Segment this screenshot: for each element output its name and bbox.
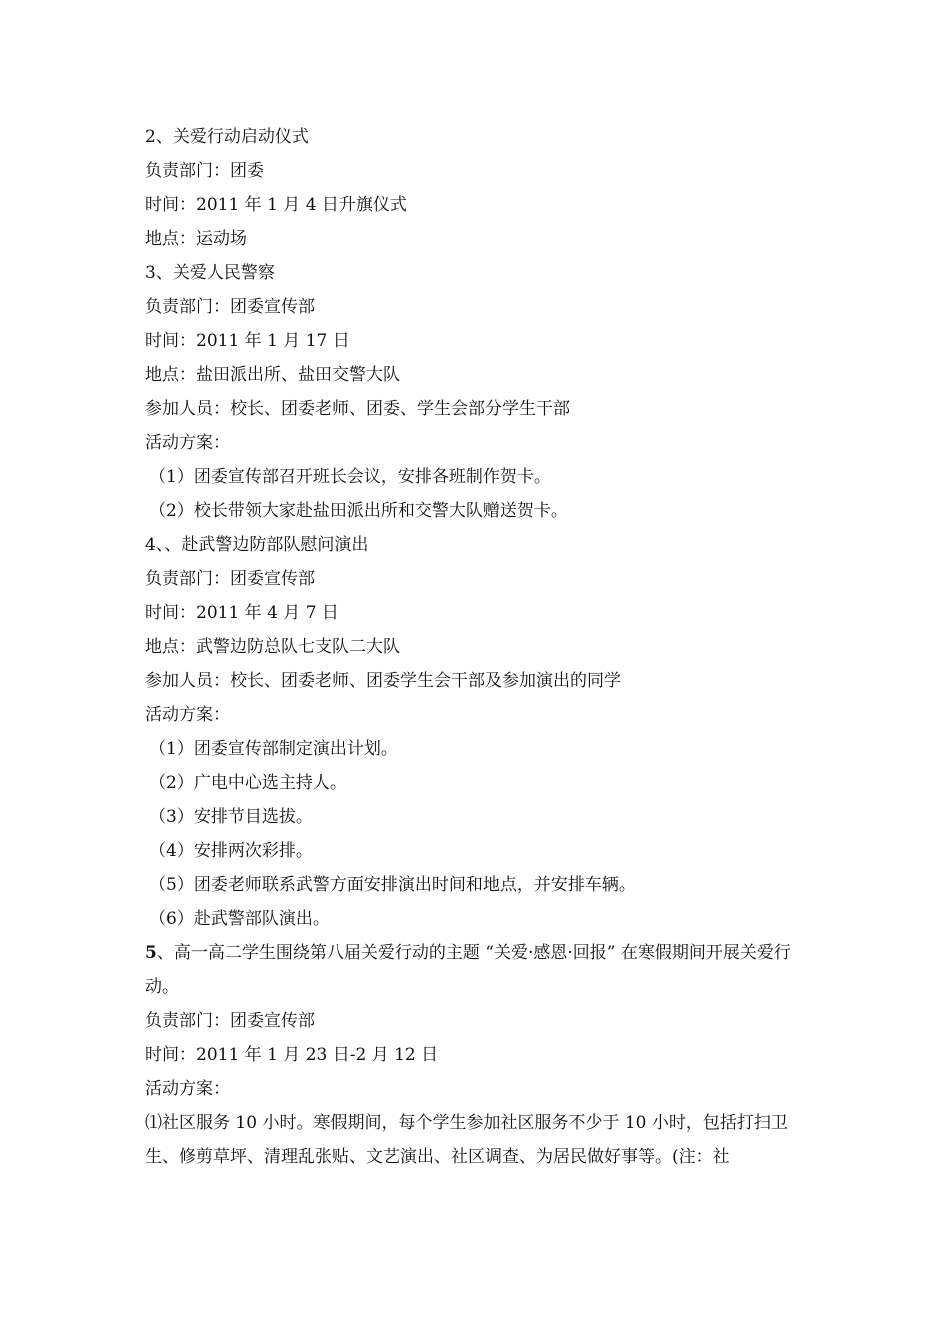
section-3-participants: 参加人员：校长、团委老师、团委、学生会部分学生干部 — [145, 399, 570, 419]
section-4-step-1: （1）团委宣传部制定演出计划。 — [149, 739, 398, 759]
section-3-heading: 3、关爱人民警察 — [145, 263, 275, 283]
document-body — [145, 120, 813, 1174]
section-5-heading — [145, 936, 813, 1004]
section-4-step-2: （2）广电中心选主持人。 — [149, 773, 347, 793]
section-4-step-3: （3）安排节目选拔。 — [149, 807, 313, 827]
section-3-step-1: （1）团委宣传部召开班长会议，安排各班制作贺卡。 — [149, 467, 551, 487]
section-5-time: 时间：2011 年 1 月 23 日-2 月 12 日 — [145, 1045, 439, 1065]
section-4-step-5: （5）团委老师联系武警方面安排演出时间和地点，并安排车辆。 — [149, 875, 636, 895]
section-3-location: 地点：盐田派出所、盐田交警大队 — [145, 365, 400, 385]
section-5-plan-label: 活动方案： — [145, 1079, 230, 1099]
section-2-department: 负责部门：团委 — [145, 161, 264, 181]
section-5-heading-text: 、高一高二学生围绕第八届关爱行动的主题 “关爱·感恩·回报” 在寒假期间开展关爱行动。 — [145, 943, 791, 997]
section-4-heading: 4、、赴武警边防部队慰问演出 — [145, 535, 369, 555]
section-5-paragraph: ⑴社区服务 10 小时。寒假期间，每个学生参加社区服务不少于 10 小时，包括打扫卫生、修剪草坪、清理乱张贴、文艺演出、社区调查、为居民做好事等。(注：社 — [145, 1113, 788, 1167]
section-3-plan-label: 活动方案： — [145, 433, 230, 453]
section-4-participants: 参加人员：校长、团委老师、团委学生会干部及参加演出的同学 — [145, 671, 621, 691]
section-2-heading: 2、关爱行动启动仪式 — [145, 127, 309, 147]
section-5-number: 5 — [145, 943, 157, 963]
section-3-department: 负责部门：团委宣传部 — [145, 297, 315, 317]
section-4-step-6: （6）赴武警部队演出。 — [149, 909, 330, 929]
section-4-location: 地点：武警边防总队七支队二大队 — [145, 637, 400, 657]
section-4-time: 时间：2011 年 4 月 7 日 — [145, 603, 339, 623]
section-4-step-4: （4）安排两次彩排。 — [149, 841, 313, 861]
section-4-department: 负责部门：团委宣传部 — [145, 569, 315, 589]
section-3-time: 时间：2011 年 1 月 17 日 — [145, 331, 350, 351]
section-2-location: 地点：运动场 — [145, 229, 247, 249]
section-3-step-2: （2）校长带领大家赴盐田派出所和交警大队赠送贺卡。 — [149, 501, 568, 521]
section-4-plan-label: 活动方案： — [145, 705, 230, 725]
section-2-time: 时间：2011 年 1 月 4 日升旗仪式 — [145, 195, 407, 215]
section-5-department: 负责部门：团委宣传部 — [145, 1011, 315, 1031]
